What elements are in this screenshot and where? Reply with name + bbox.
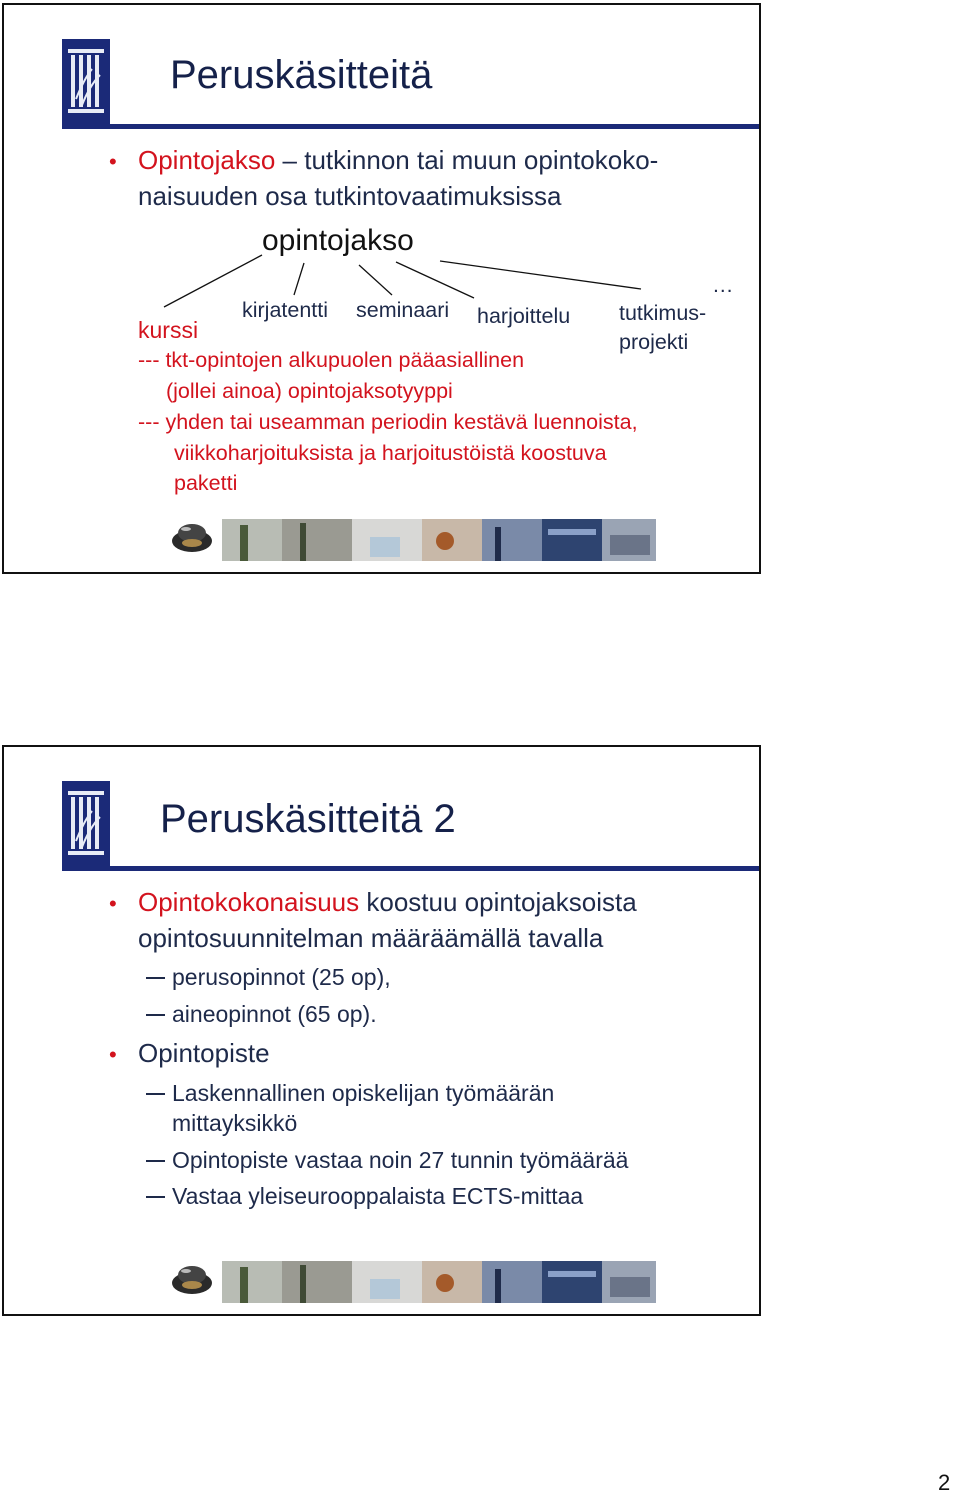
bullet-definition: – tutkinnon tai muun opintokoko- — [275, 145, 659, 175]
kurssi-desc-line: (jollei ainoa) opintojaksotyyppi — [166, 379, 453, 403]
sub-dash — [146, 1160, 165, 1162]
campus-photo-strip — [170, 515, 656, 561]
tree-child-tutkimus: tutkimus- — [619, 301, 707, 325]
campus-photo-strip — [170, 1257, 656, 1303]
sub-item: Opintopiste vastaa noin 27 tunnin työmäärää — [172, 1147, 629, 1173]
kurssi-desc-line: --- tkt-opintojen alkupuolen pääasiallinen — [138, 348, 525, 372]
tree-child-seminaari: seminaari — [356, 298, 450, 322]
kurssi-label: kurssi — [138, 317, 199, 343]
sub-dash — [146, 1014, 165, 1016]
sub-item: Vastaa yleiseurooppalaista ECTS-mittaa — [172, 1183, 584, 1209]
sub-item: aineopinnot (65 op). — [172, 1001, 377, 1027]
sub-dash — [146, 1093, 165, 1095]
bullet-opintokokonaisuus — [138, 887, 637, 918]
sub-item: perusopinnot (25 op), — [172, 964, 391, 990]
tree-child-ellipsis: … — [712, 273, 734, 297]
tree-child-harjoittelu: harjoittelu — [477, 304, 571, 328]
bullet-dot: • — [109, 1042, 117, 1067]
university-column-logo — [62, 781, 110, 867]
sub-item-continuation: mittayksikkö — [172, 1110, 298, 1136]
kurssi-desc-line: viikkoharjoituksista ja harjoitustöistä koostuva — [174, 441, 607, 465]
term-opintojakso: Opintojakso — [138, 145, 276, 175]
slide-title: Peruskäsitteitä — [170, 53, 433, 97]
slide-title: Peruskäsitteitä 2 — [160, 797, 456, 841]
tree-connectors — [4, 5, 761, 345]
sub-item: Laskennallinen opiskelijan työmäärän — [172, 1080, 555, 1106]
page-number: 2 — [938, 1470, 951, 1495]
sub-dash — [146, 1196, 165, 1198]
tree-child-kirjatentti: kirjatentti — [242, 298, 329, 322]
term-opintokokonaisuus: Opintokokonaisuus — [138, 887, 360, 917]
kurssi-desc-line: paketti — [174, 471, 238, 495]
header-rule — [62, 866, 759, 871]
tree-root: opintojakso — [262, 224, 414, 257]
graduation-hat-icon — [172, 1266, 212, 1294]
kurssi-desc-line: --- yhden tai useamman periodin kestävä luennoista, — [138, 410, 638, 434]
slide-2 — [2, 745, 761, 1316]
bullet-line-2: naisuuden osa tutkintovaatimuksissa — [138, 181, 562, 211]
graduation-hat-icon — [172, 524, 212, 552]
bullet-definition: koostuu opintojaksoista — [359, 887, 637, 917]
sub-dash — [146, 977, 165, 979]
term-opintopiste: Opintopiste — [138, 1038, 270, 1068]
bullet-dot: • — [109, 891, 117, 916]
slide-1 — [2, 3, 761, 574]
bullet-dot: • — [109, 149, 117, 174]
bullet-line-2: opintosuunnitelman määräämällä tavalla — [138, 923, 604, 953]
tree-child-projekti: projekti — [619, 330, 689, 354]
